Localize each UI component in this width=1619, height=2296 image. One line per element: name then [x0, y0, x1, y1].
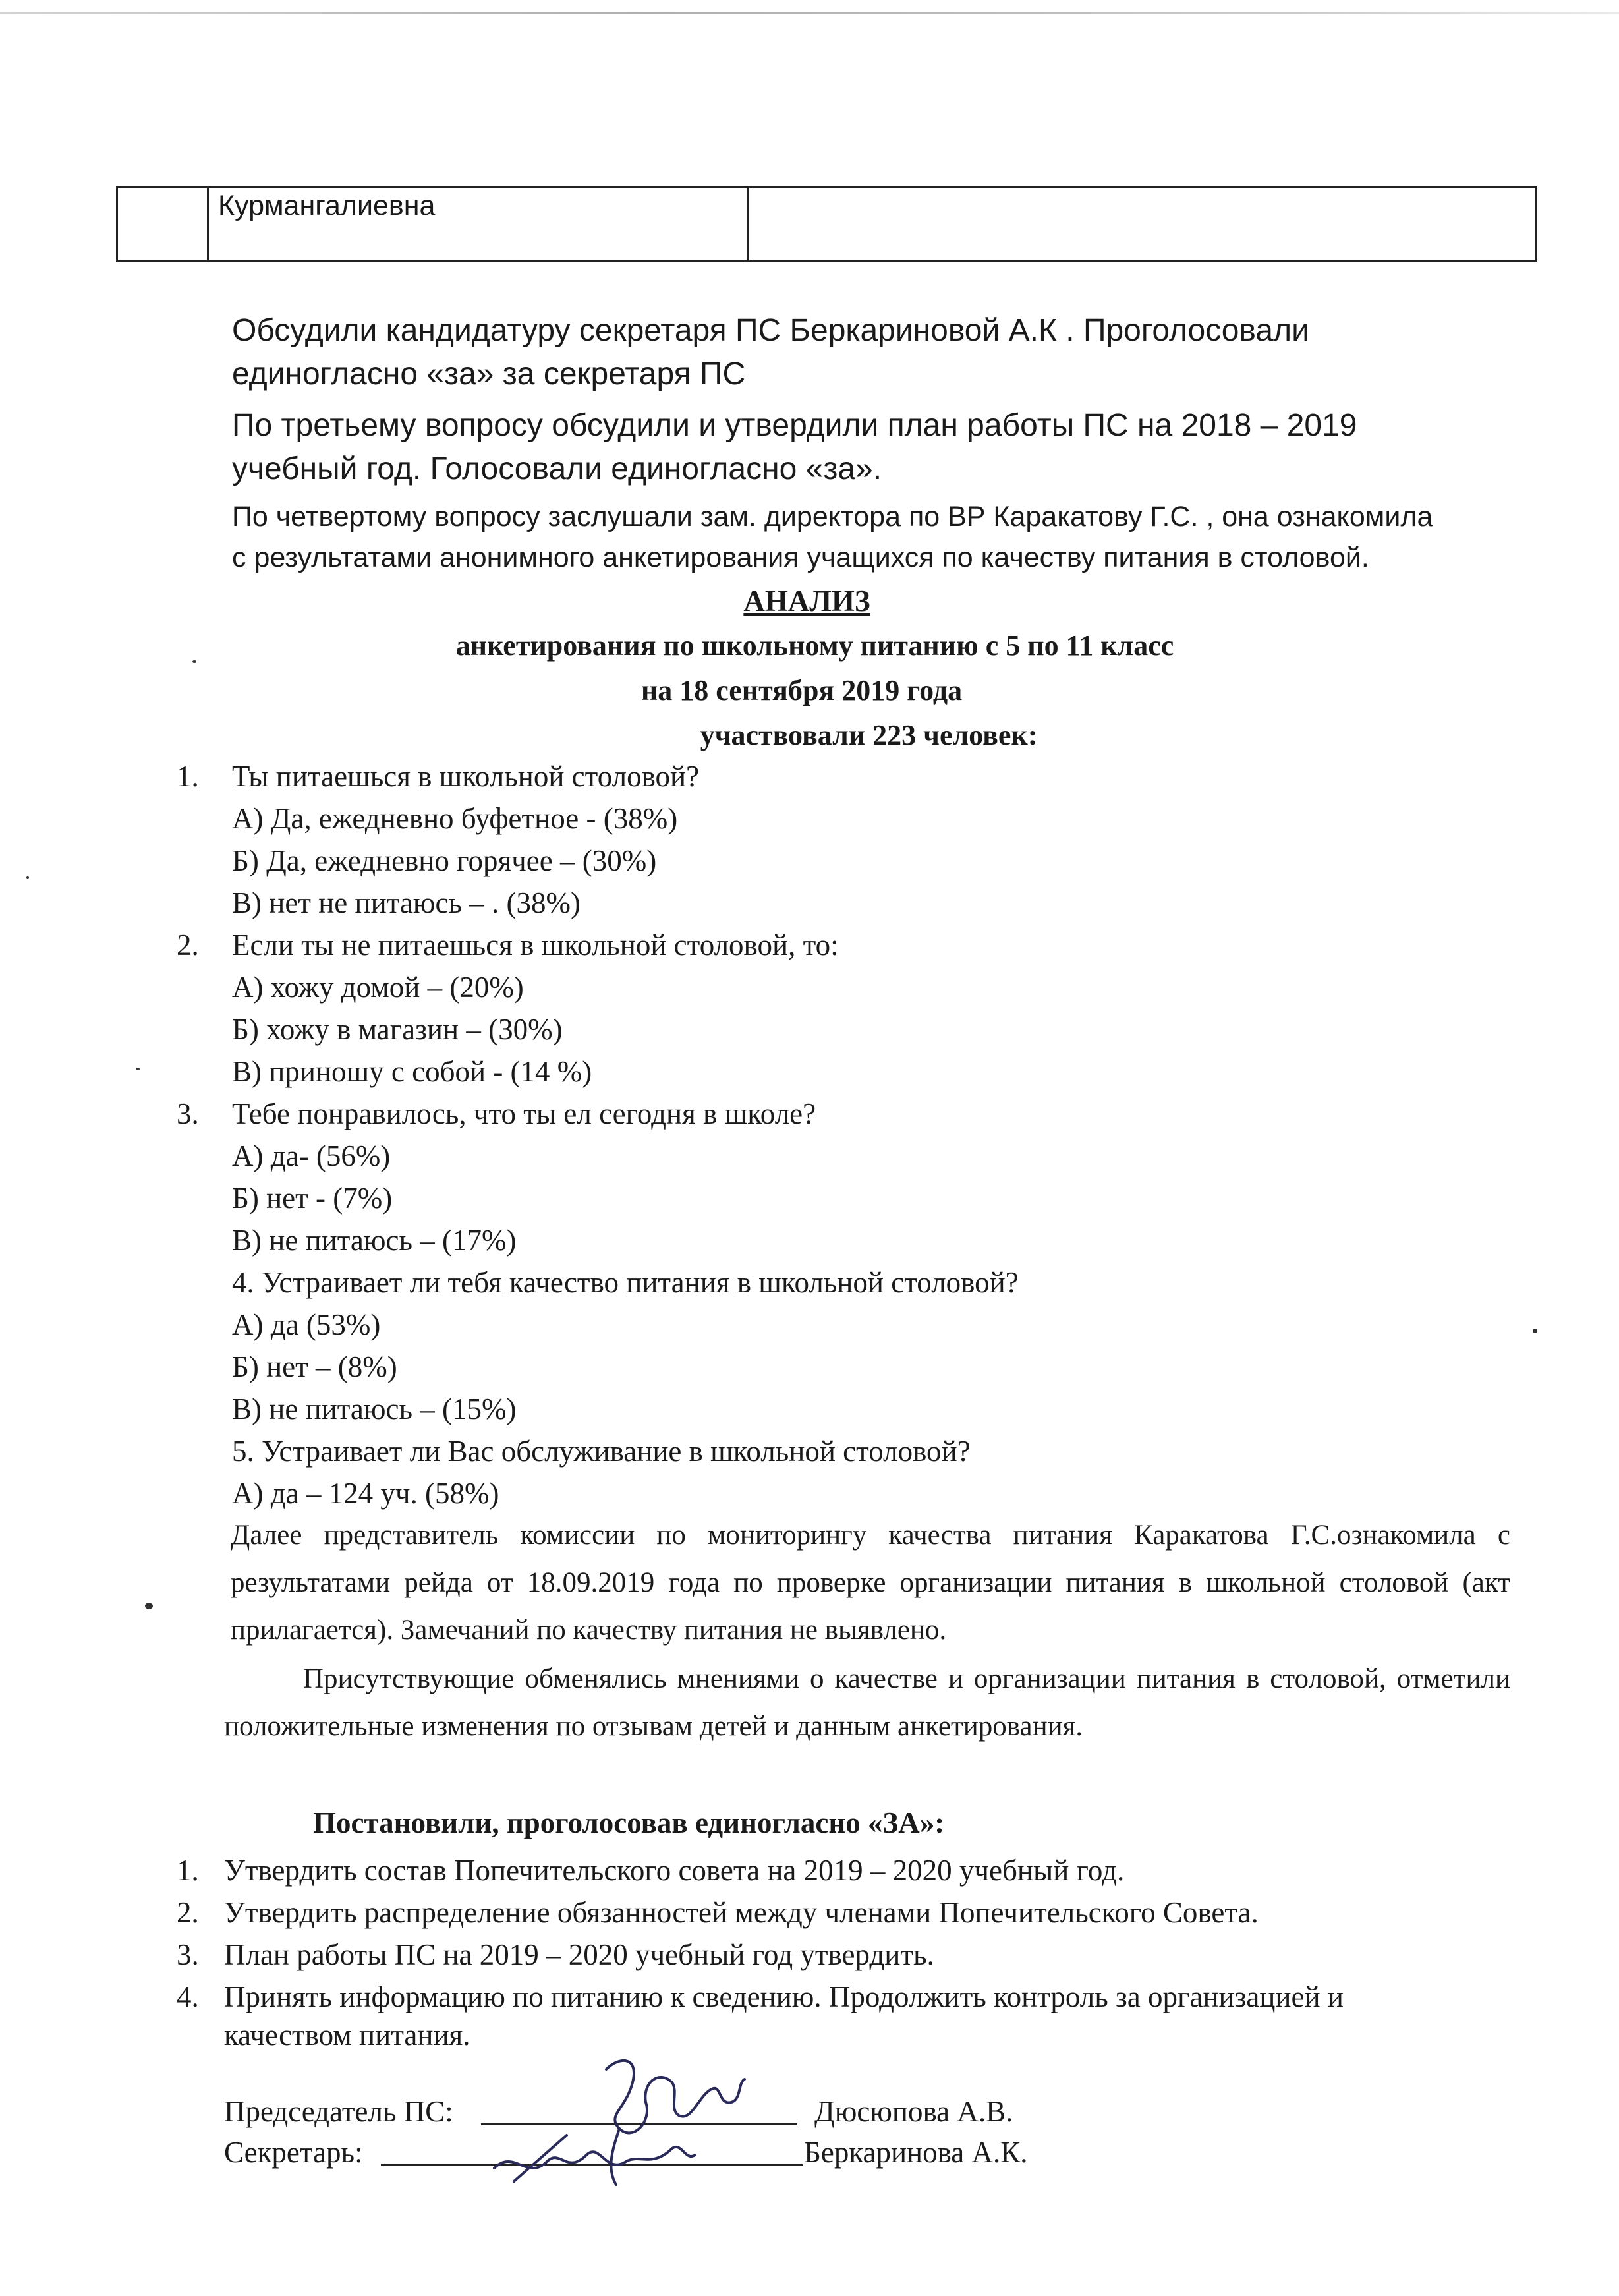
question-4-answer-c: В) не питаюсь – (15%): [232, 1392, 517, 1425]
question-4-answer-a: А) да (53%): [232, 1308, 381, 1341]
question-5-text: 5. Устраивает ли Вас обслуживание в школьной столовой?: [232, 1435, 971, 1468]
question-2-number: 2.: [177, 929, 199, 961]
question-3-answer-b: Б) нет - (7%): [232, 1182, 393, 1215]
question-1-answer-a: А) Да, ежедневно буфетное - (38%): [232, 802, 678, 835]
question-3-answer-a: А) да- (56%): [232, 1139, 391, 1172]
analysis-subtitle-1: анкетирования по школьному питанию с 5 по 11 класс: [455, 629, 1174, 662]
resolution-item-2-number: 2.: [177, 1896, 199, 1929]
secretary-label: Секретарь:: [224, 2136, 363, 2169]
question-1-answer-b: Б) Да, ежедневно горячее – (30%): [232, 844, 657, 877]
scan-speck: [26, 876, 29, 879]
scan-speck: [136, 1068, 140, 1070]
discussion-paragraph: Присутствующие обменялись мнениями о качестве и организации питания в столовой, отметили положительные изменения по отзывам детей и данным анкетирования.: [224, 1663, 1510, 1742]
table-cell-number: [118, 188, 209, 260]
resolution-item-4-continuation: качеством питания.: [224, 2019, 470, 2052]
chair-name: Дюсюпова А.В.: [814, 2095, 1013, 2128]
chair-label: Председатель ПС:: [224, 2095, 453, 2128]
question-3-number: 3.: [177, 1097, 199, 1130]
resolution-item-3-number: 3.: [177, 1938, 199, 1971]
intro-line-1: Обсудили кандидатуру секретаря ПС Беркариновой А.К . Проголосовали: [232, 313, 1309, 348]
intro-line-5: По четвертому вопросу заслушали зам. директора по ВР Каракатову Г.С. , она ознакомила: [232, 501, 1433, 532]
resolution-item-3-text: План работы ПС на 2019 – 2020 учебный год утвердить.: [224, 1938, 934, 1971]
analysis-title: АНАЛИЗ: [743, 585, 870, 617]
question-1-number: 1.: [177, 760, 199, 793]
question-2-answer-b: Б) хожу в магазин – (30%): [232, 1013, 563, 1046]
intro-line-2: единогласно «за» за секретаря ПС: [232, 357, 746, 391]
secretary-handwritten-signature: [488, 2122, 698, 2195]
table-cell-role: [749, 188, 1535, 260]
question-1-answer-c: В) нет не питаюсь – . (38%): [232, 886, 581, 919]
question-2-text: Если ты не питаешься в школьной столовой, то:: [232, 929, 839, 961]
question-2-answer-a: А) хожу домой – (20%): [232, 971, 524, 1004]
resolution-item-1-text: Утвердить состав Попечительского совета на 2019 – 2020 учебный год.: [224, 1854, 1125, 1887]
intro-line-6: с результатами анонимного анкетирования учащихся по качеству питания в столовой.: [232, 542, 1369, 573]
analysis-subtitle-2: на 18 сентября 2019 года: [640, 674, 963, 706]
scan-speck: [145, 1603, 153, 1609]
resolution-item-4-number: 4.: [177, 1980, 199, 2013]
question-3-text: Тебе понравилось, что ты ел сегодня в школе?: [232, 1097, 816, 1130]
question-5-answer-a: А) да – 124 уч. (58%): [232, 1477, 499, 1510]
resolution-title: Постановили, проголосовав единогласно «ЗА»:: [313, 1806, 945, 1839]
question-2-answer-c: В) приношу с собой - (14 %): [232, 1055, 592, 1088]
table-cell-name: Курмангалиевна: [209, 188, 749, 260]
commission-paragraph: Далее представитель комиссии по мониторингу качества питания Каракатова Г.С.ознакомила с результатами рейда от 18.09.2019 года по проверке организации питания в школьной столовой (акт прилагается). Замечаний по качеству питания не выявлено.: [231, 1520, 1510, 1646]
question-4-text: 4. Устраивает ли тебя качество питания в школьной столовой?: [232, 1266, 1019, 1299]
question-3-answer-c: В) не питаюсь – (17%): [232, 1224, 517, 1257]
members-table-row: [116, 186, 1537, 262]
resolution-item-4-text: Принять информацию по питанию к сведению. Продолжить контроль за организацией и: [224, 1980, 1344, 2013]
resolution-item-2-text: Утвердить распределение обязанностей между членами Попечительского Совета.: [224, 1896, 1259, 1929]
intro-line-3: По третьему вопросу обсудили и утвердили план работы ПС на 2018 – 2019: [232, 408, 1357, 443]
scan-speck: [192, 660, 196, 663]
scan-speck: [1533, 1329, 1537, 1333]
scan-edge-line: [0, 12, 1619, 14]
intro-line-4: учебный год. Голосовали единогласно «за».: [232, 451, 882, 486]
analysis-subtitle-3: участвовали 223 человек:: [700, 719, 1038, 751]
question-4-answer-b: Б) нет – (8%): [232, 1350, 397, 1383]
question-1-text: Ты питаешься в школьной столовой?: [232, 760, 700, 793]
resolution-item-1-number: 1.: [177, 1854, 199, 1887]
secretary-name: Беркаринова А.К.: [804, 2136, 1028, 2169]
